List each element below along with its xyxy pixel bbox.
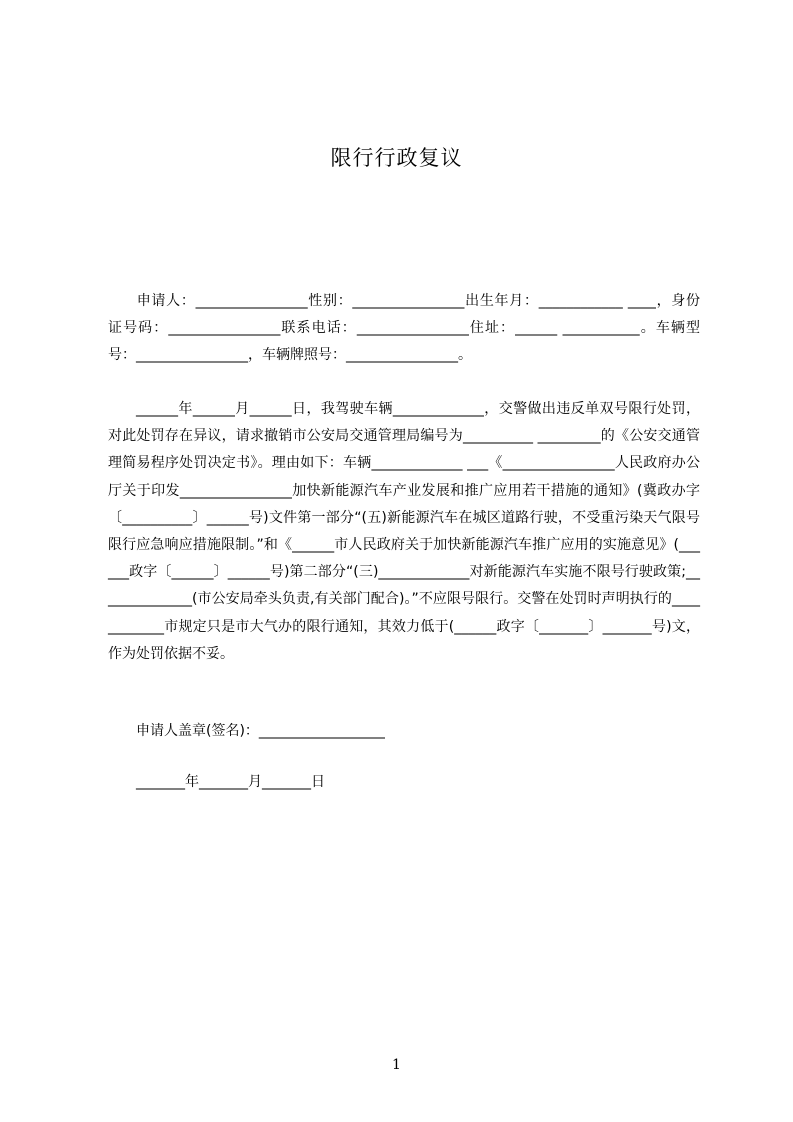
signature-line: 申请人盖章(签名)：__________________ bbox=[136, 723, 385, 739]
page-number: 1 bbox=[392, 1057, 401, 1073]
document-title: 限行行政复议 bbox=[330, 146, 463, 170]
applicant-info-text: 申请人：________________性别：________________出生年月：____________ ____，身份证号码：________________联系电话：________________住址：______ ___________。车辆型号：________________，车辆牌照号：________________。 bbox=[108, 293, 700, 364]
body-text: ______年______月______日，我驾驶车辆_____________，交警做出违反单双号限行处罚，对此处罚存在异议，请求撤销市公安局交通管理局编号为__________ _________的《公安交通管理简易程序处罚决定书》。理由如下：车辆_____________ ___《________________人民政府办公厅关于印发________________加快新能源汽车产业发展和推广应用若干措施的通知》(冀政办字〔__________〕______号)文件第一部分“(五)新能源汽车在城区道路行驶，不受重污染天气限号限行应急响应措施限制。”和《______市人民政府关于加快新能源汽车推广应用的实施意见》(______政字〔______〕______号)第二部分“(三)_____________对新能源汽车实施不限号行驶政策;______________(市公安局牵头负责,有关部门配合)。”不应限号限行。交警在处罚时声明执行的____________市规定只是市大气办的限行通知，其效力低于(______政字〔_______〕_______号)文，作为处罚依据不妥。 bbox=[108, 401, 700, 662]
applicant-info-paragraph bbox=[108, 288, 700, 370]
date-line: _______年_______月_______日 bbox=[136, 774, 325, 790]
body-paragraph bbox=[108, 396, 700, 668]
